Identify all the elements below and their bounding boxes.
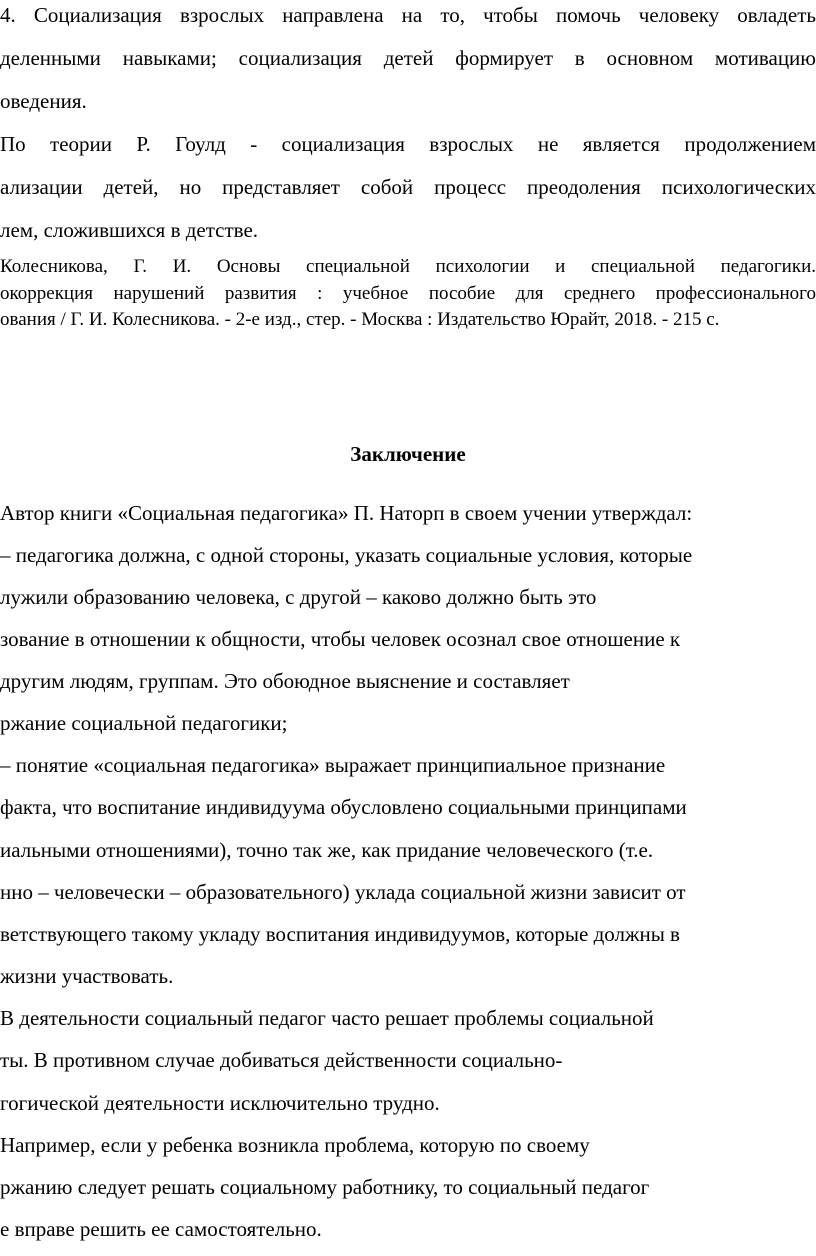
text-line: деленными навыками; социализация детей формирует в основном мотивацию	[0, 46, 816, 70]
text-line: жизни участвовать.	[0, 964, 174, 988]
text-line: ветствующего такому укладу воспитания индивидуумов, которые должны в	[0, 922, 680, 946]
text-line: ржанию следует решать социальному работнику, то социальный педагог	[0, 1175, 650, 1199]
text-line: – понятие «социальная педагогика» выражает принципиальное признание	[0, 753, 666, 777]
text-line: гогической деятельности исключительно трудно.	[0, 1091, 440, 1115]
text-line: Например, если у ребенка возникла проблема, которую по своему	[0, 1133, 590, 1157]
text-line: Автор книги «Социальная педагогика» П. Наторп в своем учении утверждал:	[0, 501, 693, 525]
text-line: 4. Социализация взрослых направлена на то, чтобы помочь человеку овладеть	[0, 3, 816, 27]
text-line: е вправе решить ее самостоятельно.	[0, 1217, 322, 1241]
text-line: иальными отношениями), точно так же, как придание человеческого (т.е.	[0, 838, 654, 862]
text-line: лем, сложившихся в детстве.	[0, 218, 259, 242]
reference-line: окоррекция нарушений развития : учебное пособие для среднего профессионального	[0, 283, 816, 304]
text-line: – педагогика должна, с одной стороны, указать социальные условия, которые	[0, 543, 693, 567]
reference-line: Колесникова, Г. И. Основы специальной психологии и специальной педагогики.	[0, 256, 816, 277]
section-title: Заключение	[350, 442, 466, 466]
text-line: факта, что воспитание индивидуума обусловлено социальными принципами	[0, 795, 687, 819]
text-line: ализации детей, но представляет собой процесс преодоления психологических	[0, 175, 816, 199]
text-line: По теории Р. Гоулд - социализация взрослых не является продолжением	[0, 132, 816, 156]
text-line: лужили образованию человека, с другой – каково должно быть это	[0, 585, 597, 609]
text-line: нно – человечески – образовательного) уклада социальной жизни зависит от	[0, 880, 686, 904]
text-line: другим людям, группам. Это обоюдное выяснение и составляет	[0, 669, 570, 693]
text-line: ты. В противном случае добиваться действенности социально-	[0, 1048, 563, 1072]
text-line: В деятельности социальный педагог часто решает проблемы социальной	[0, 1006, 654, 1030]
text-line: оведения.	[0, 89, 87, 113]
text-line: зование в отношении к общности, чтобы человек осознал свое отношение к	[0, 627, 681, 651]
reference-line: ования / Г. И. Колесникова. - 2-е изд., стер. - Москва : Издательство Юрайт, 2018. - 215 с.	[0, 309, 720, 330]
text-line: ржание социальной педагогики;	[0, 711, 288, 735]
